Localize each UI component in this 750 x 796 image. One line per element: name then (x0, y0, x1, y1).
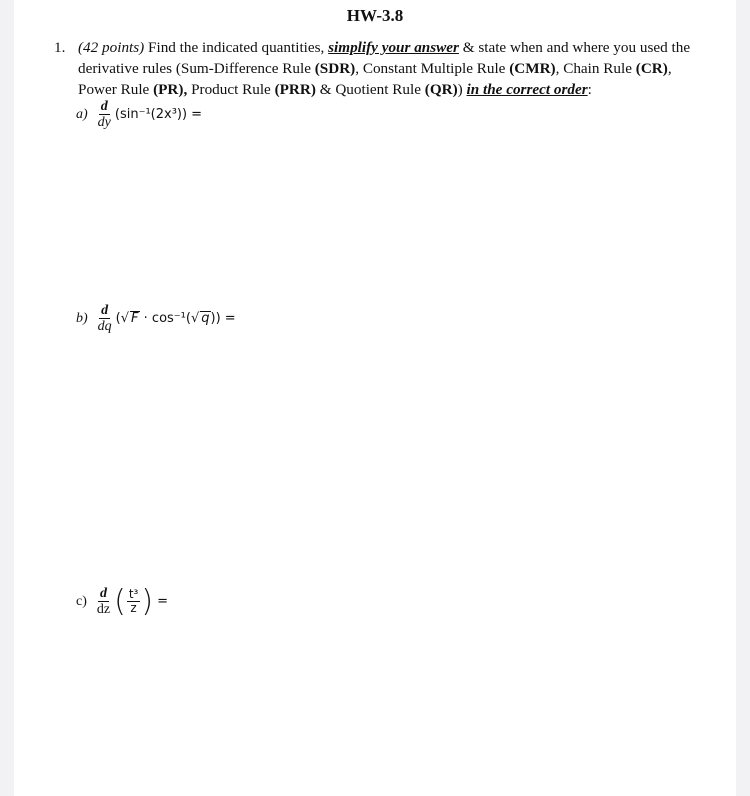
part-c-label: c) (76, 593, 87, 609)
rule-pr: (PR), (153, 81, 188, 98)
derivative-operator-b: $\frac{d}{dq}$ (97, 303, 112, 334)
page-title: HW-3.8 (346, 6, 404, 25)
sqrt-f: F (131, 311, 139, 326)
simplify-emphasis: simplify your answer (328, 39, 459, 56)
problem-statement (54, 37, 704, 100)
sqrt-q: q (201, 311, 210, 326)
rule-cmr: (CMR) (509, 60, 556, 77)
part-b (76, 303, 236, 334)
problem-text: (42 points) Find the indicated quantities, simplify your answer & state when and where you used the derivative rules (Sum-Difference Rule (SDR), Constant Multiple Rule (CMR), Chain Rule (CR), Power Rule (PR), Product Rule (PRR) & Quotient Rule (QR)) in the correct order: (78, 39, 691, 98)
rule-cr: (CR) (635, 60, 668, 77)
part-b-label: b) (76, 310, 88, 326)
part-b-expression: (√ F · cos⁻¹(√ q)) = (115, 311, 236, 326)
derivative-operator-a: $\frac{d}{dy}$ (97, 99, 111, 130)
equals-sign: = (157, 594, 168, 609)
rule-prr: (PRR) (274, 81, 316, 98)
order-emphasis: in the correct order (466, 81, 588, 98)
rule-qr: (QR) (424, 81, 458, 98)
part-a (76, 99, 202, 130)
part-a-expression: (sin⁻¹(2x³)) = (114, 107, 203, 122)
problem-number: 1. (54, 39, 66, 56)
quotient-fraction: t³ z (128, 587, 139, 615)
left-paren: ( (114, 583, 126, 619)
points-label: (42 points) (78, 39, 145, 56)
document-page (14, 0, 736, 796)
part-c (76, 583, 168, 619)
part-a-label: a) (76, 106, 88, 122)
rule-sdr: (SDR) (314, 60, 356, 77)
right-paren: ) (141, 583, 154, 619)
derivative-operator-c: $\frac{d}{dz}$ (96, 586, 111, 617)
